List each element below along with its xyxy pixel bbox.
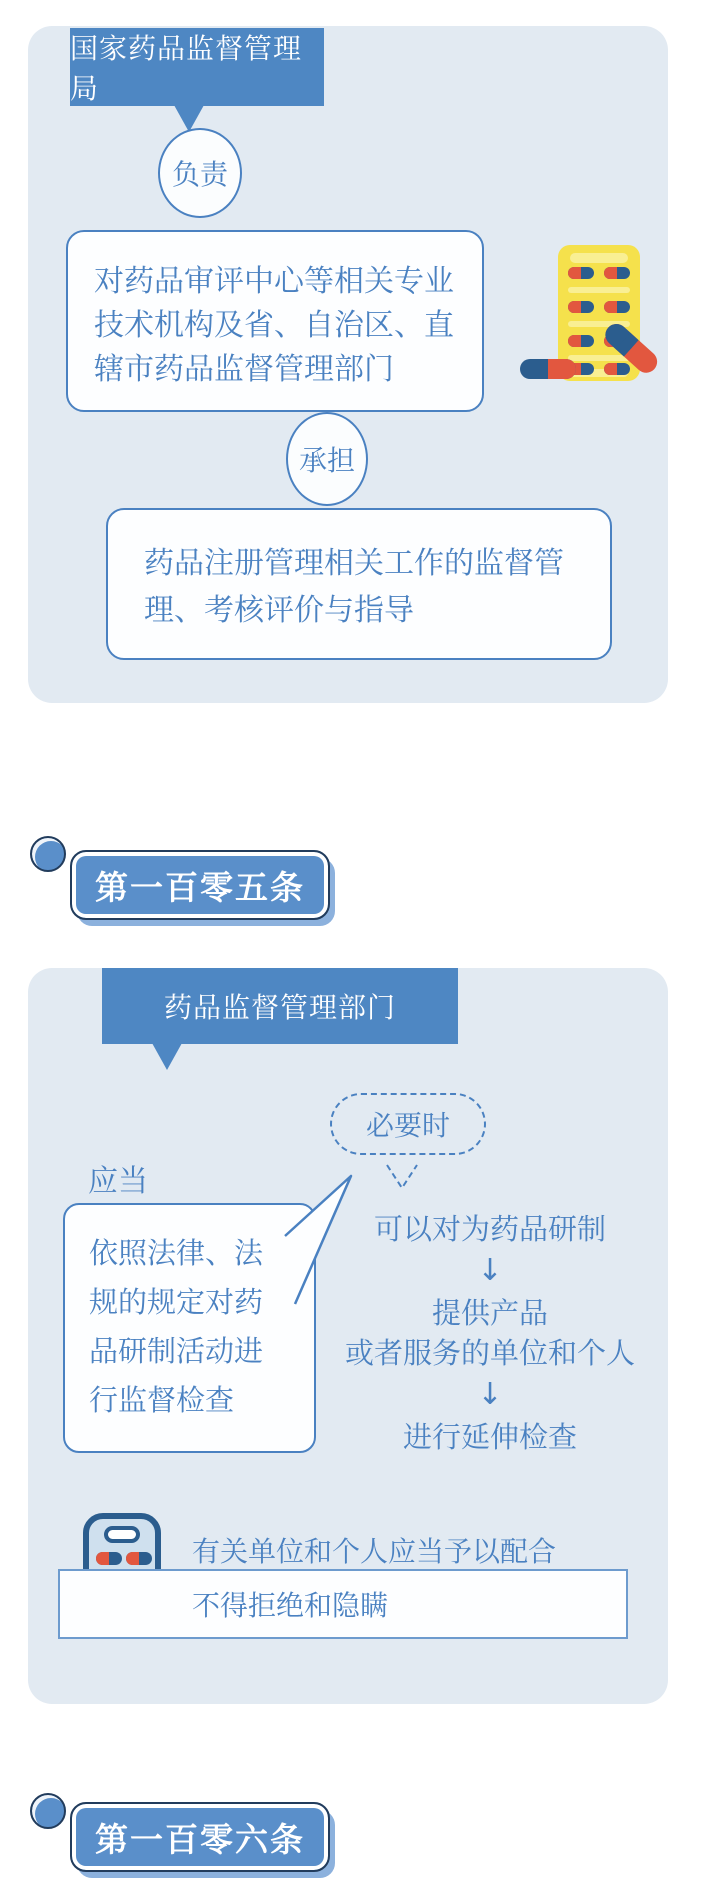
arrow-down-icon: ↓: [477, 1377, 503, 1412]
scope-line-2: 技术机构及省、自治区、直: [94, 308, 454, 343]
cooperate-text: 有关单位和个人应当予以配合: [192, 1535, 557, 1568]
arrow-down-icon: ↓: [477, 1253, 503, 1288]
connector-circle-responsible: [158, 128, 242, 218]
extended-inspection-flow: [298, 1210, 682, 1458]
article-106-badge: [70, 1802, 330, 1872]
registration-duty-box: [106, 508, 612, 660]
bubble-line-4: 行监督检查: [89, 1383, 235, 1417]
scope-line-3: 辖市药品监督管理部门: [94, 352, 394, 387]
prohibit-box: [58, 1569, 628, 1639]
article-106-label: 第一百零六条: [95, 1819, 305, 1859]
pill-blister-pack-icon: [518, 243, 668, 393]
condition-label: 必要时: [365, 1109, 450, 1142]
flow-step-3: 或者服务的单位和个人: [344, 1336, 635, 1370]
flow-step-4: 进行延伸检查: [402, 1420, 577, 1454]
nmpa-header-banner: [70, 28, 324, 106]
bubble-line-3: 品研制活动进: [89, 1334, 264, 1368]
article-105-badge: [70, 850, 330, 920]
regulator-header-banner: [102, 968, 458, 1044]
flow-step-1: 可以对为药品研制: [373, 1212, 606, 1246]
duty-line-1: 药品注册管理相关工作的监督管: [144, 546, 564, 581]
banner-pointer-icon: [152, 1043, 182, 1070]
nmpa-header-label: 国家药品监督管理局: [70, 32, 303, 105]
connector-undertake-label: 承担: [298, 444, 355, 477]
scope-line-1: 对药品审评中心等相关专业: [94, 264, 454, 299]
regulator-header-label: 药品监督管理部门: [163, 991, 396, 1024]
shall-label: 应当: [88, 1164, 148, 1199]
article-105-label: 第一百零五条: [95, 867, 305, 907]
connector-circle-undertake: [286, 412, 368, 506]
connector-responsible-label: 负责: [171, 158, 228, 191]
inspection-speech-bubble: [63, 1203, 316, 1453]
flow-step-2: 提供产品: [431, 1296, 548, 1330]
supervision-scope-box: [66, 230, 484, 412]
duty-line-2: 理、考核评价与指导: [144, 593, 414, 628]
bullet-circle-icon: [30, 1793, 66, 1829]
bullet-circle-icon: [30, 836, 66, 872]
dashed-chevron-down-icon: [384, 1163, 420, 1193]
condition-pill: [330, 1093, 486, 1155]
bubble-line-2: 规的规定对药: [89, 1285, 264, 1319]
bubble-line-1: 依照法律、法: [89, 1236, 264, 1270]
prohibit-label: 不得拒绝和隐瞒: [192, 1589, 389, 1622]
